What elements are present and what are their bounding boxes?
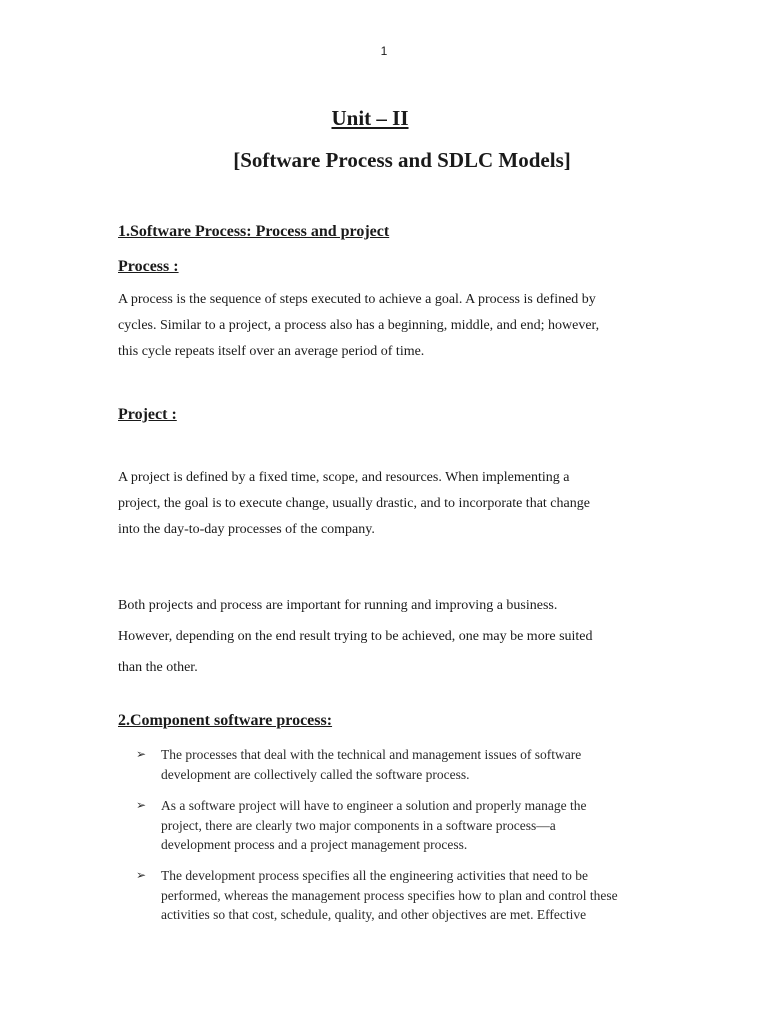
paragraph-line: into the day-to-day processes of the company.: [118, 522, 375, 537]
bullet-line: development process and a project management process.: [161, 837, 468, 852]
section-2-heading: 2.Component software process:: [118, 712, 333, 729]
paragraph-line: this cycle repeats itself over an average period of time.: [118, 344, 425, 359]
paragraph-line: cycles. Similar to a project, a process also has a beginning, middle, and end; however,: [118, 318, 600, 333]
paragraph-line: A project is defined by a fixed time, scope, and resources. When implementing a: [118, 470, 570, 485]
document-subtitle: [Software Process and SDLC Models]: [233, 148, 571, 172]
bullet-line: development are collectively called the software process.: [161, 766, 470, 782]
comparison-paragraph: [118, 590, 658, 683]
bullet-line: activities so that cost, schedule, quality, and other objectives are met. Effective: [161, 907, 587, 922]
page-number: 1: [380, 44, 388, 58]
bullet-line: As a software project will have to engineer a solution and properly manage the: [161, 798, 587, 813]
arrow-bullet-icon: ➢: [136, 747, 147, 761]
arrow-bullet-icon: ➢: [136, 868, 147, 882]
bullet-text: [161, 745, 661, 784]
bullet-line: The development process specifies all the engineering activities that need to be: [161, 868, 588, 883]
paragraph-line: A process is the sequence of steps executed to achieve a goal. A process is defined by: [118, 292, 596, 307]
project-heading: Project :: [118, 406, 177, 423]
bullet-text: [161, 796, 661, 855]
paragraph-line: However, depending on the end result trying to be achieved, one may be more suited: [118, 629, 593, 644]
project-paragraph: [118, 465, 658, 543]
paragraph-line: than the other.: [118, 660, 198, 675]
process-heading: Process :: [118, 258, 179, 275]
bullet-text: [161, 866, 661, 925]
paragraph-line: Both projects and process are important for running and improving a business.: [118, 598, 558, 613]
process-paragraph: [118, 287, 658, 365]
section-1-heading: 1.Software Process: Process and project: [118, 223, 390, 240]
unit-title: Unit – II: [331, 106, 409, 130]
bullet-line: The processes that deal with the technical and management issues of software: [161, 747, 582, 762]
paragraph-line: project, the goal is to execute change, usually drastic, and to incorporate that change: [118, 496, 590, 511]
arrow-bullet-icon: ➢: [136, 798, 147, 812]
bullet-line: project, there are clearly two major components in a software process—a: [161, 817, 556, 833]
bullet-line: performed, whereas the management process specifies how to plan and control these: [161, 887, 618, 903]
